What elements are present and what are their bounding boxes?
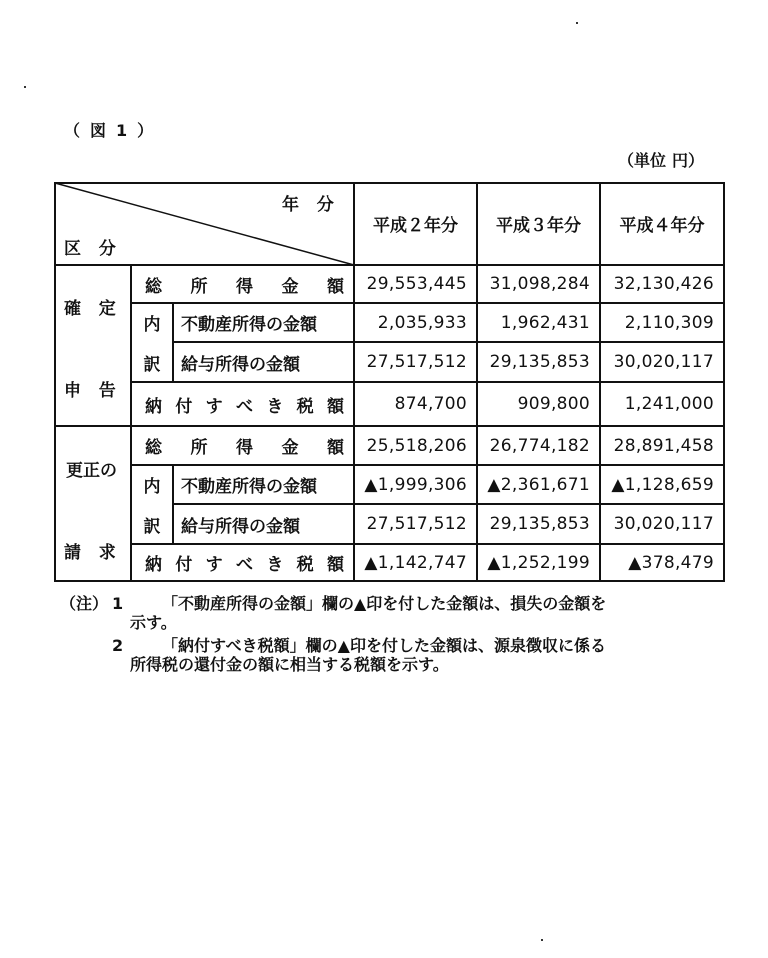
- cell-value: 30,020,117: [613, 514, 714, 534]
- footnote-line: 「納付すべき税額」欄の▲印を付した金額は、源泉徴収に係る: [162, 636, 606, 655]
- cell-value: 29,135,853: [489, 352, 590, 372]
- cell-value: ▲1,999,306: [364, 474, 467, 495]
- cell-value: 27,517,512: [366, 514, 467, 534]
- column-header: 平成４年分: [619, 216, 705, 236]
- cell-value: 30,020,117: [613, 352, 714, 372]
- cell-value: 29,135,853: [489, 514, 590, 534]
- cell-value: 1,241,000: [624, 394, 714, 414]
- row-label-salary-income: 給与所得の金額: [181, 354, 300, 375]
- income-table: [54, 182, 725, 582]
- cell-value: 27,517,512: [366, 352, 467, 372]
- footnote-heading: （注）: [60, 594, 109, 613]
- footnote-item: [60, 594, 750, 632]
- cell-value: ▲378,479: [628, 552, 714, 573]
- unit-label: （単位 円）: [618, 151, 705, 170]
- footnotes: [60, 594, 750, 674]
- cell-value: ▲2,361,671: [487, 474, 590, 495]
- header-year-label: 年 分: [282, 195, 334, 215]
- cell-value: 1,962,431: [500, 312, 590, 333]
- footnote-number: 2: [112, 636, 124, 655]
- cell-value: ▲1,142,747: [364, 552, 467, 573]
- row-label-total-income: 総 所 得 金 額: [145, 276, 344, 297]
- scan-speck: [24, 86, 26, 88]
- row-label-tax-payable: 納 付 す べ き 税 額: [145, 396, 344, 417]
- cell-value: 2,035,933: [377, 312, 467, 333]
- cell-value: 29,553,445: [366, 274, 467, 294]
- cell-value: 2,110,309: [624, 312, 714, 333]
- section-label-bottom: 請 求: [64, 543, 116, 563]
- footnote-line: 示す。: [130, 613, 177, 632]
- row-label-tax-payable: 納 付 す べ き 税 額: [145, 555, 344, 575]
- cell-value: 26,774,182: [489, 435, 590, 456]
- column-header: 平成２年分: [373, 216, 458, 236]
- cell-value: 874,700: [394, 394, 467, 414]
- section-label-top: 確 定: [64, 299, 116, 319]
- row-label-salary-income: 給与所得の金額: [181, 516, 300, 537]
- footnote-item: [60, 636, 750, 674]
- cell-value: ▲1,252,199: [487, 552, 590, 573]
- scan-speck: [541, 939, 543, 941]
- footnote-line: 「不動産所得の金額」欄の▲印を付した金額は、損失の金額を: [162, 594, 607, 613]
- footnote-number: 1: [112, 594, 124, 613]
- scan-speck: [576, 22, 578, 24]
- breakdown-label: 訳: [143, 516, 161, 537]
- figure-label: （ 図 1 ）: [64, 121, 154, 140]
- cell-value: 909,800: [517, 394, 590, 414]
- cell-value: 28,891,458: [613, 435, 714, 456]
- row-label-total-income: 総 所 得 金 額: [145, 438, 344, 458]
- breakdown-label: 訳: [143, 354, 161, 375]
- row-label-real-estate-income: 不動産所得の金額: [181, 477, 317, 497]
- breakdown-label: 内: [143, 315, 161, 335]
- cell-value: ▲1,128,659: [611, 474, 714, 495]
- row-label-real-estate-income: 不動産所得の金額: [181, 315, 317, 335]
- section-label-bottom: 申 告: [64, 381, 116, 401]
- footnote-line: 所得税の還付金の額に相当する税額を示す。: [130, 655, 449, 674]
- cell-value: 31,098,284: [489, 274, 590, 294]
- cell-value: 25,518,206: [366, 435, 467, 456]
- section-label-top: 更正の: [66, 461, 117, 481]
- breakdown-label: 内: [143, 477, 161, 497]
- column-header: 平成３年分: [496, 216, 581, 236]
- cell-value: 32,130,426: [613, 274, 714, 294]
- header-category-label: 区 分: [64, 239, 116, 259]
